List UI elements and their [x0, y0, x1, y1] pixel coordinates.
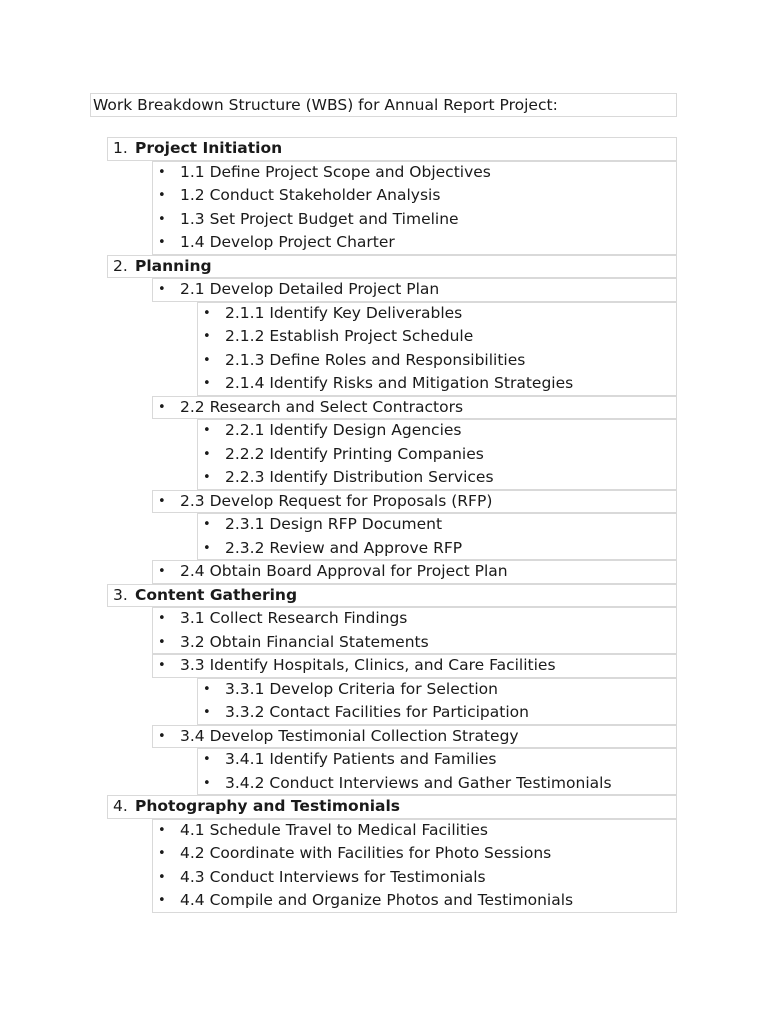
- wbs-item-label: 3.2 Obtain Financial Statements: [180, 632, 429, 651]
- bullet-icon: •: [158, 164, 166, 180]
- wbs-item: [0, 278, 768, 302]
- bullet-icon: •: [158, 846, 166, 861]
- bullet-icon: •: [203, 352, 211, 368]
- wbs-item: [0, 654, 768, 678]
- bullet-icon: •: [158, 728, 166, 744]
- bullet-icon: •: [158, 211, 166, 227]
- bullet-icon: •: [203, 305, 211, 321]
- wbs-subitem-label: 2.3.1 Design RFP Document: [225, 515, 443, 533]
- bullet-icon: •: [203, 446, 211, 462]
- document-title: Work Breakdown Structure (WBS) for Annual Report Project:: [90, 93, 677, 117]
- wbs-item: [0, 396, 768, 420]
- bullet-icon: •: [203, 705, 211, 720]
- section-row-border: [107, 255, 677, 279]
- bullet-icon: •: [203, 517, 211, 532]
- section-row-border: [107, 137, 677, 161]
- wbs-subitem-label: 2.1.3 Define Roles and Responsibilities: [225, 350, 526, 369]
- section-number: 4.: [113, 797, 128, 815]
- wbs-item-label: 3.1 Collect Research Findings: [180, 609, 408, 627]
- wbs-item-label: 1.3 Set Project Budget and Timeline: [180, 209, 459, 228]
- section-title: Photography and Testimonials: [135, 797, 401, 815]
- wbs-item-label: 4.3 Conduct Interviews for Testimonials: [180, 867, 486, 886]
- section-title: Content Gathering: [135, 585, 298, 604]
- bullet-icon: •: [158, 282, 166, 297]
- bullet-icon: •: [158, 399, 166, 415]
- bullet-icon: •: [158, 611, 166, 626]
- wbs-item-label: 2.1 Develop Detailed Project Plan: [180, 280, 440, 298]
- bullet-icon: •: [158, 869, 166, 885]
- bullet-icon: •: [158, 188, 166, 203]
- wbs-subitem-label: 3.4.2 Conduct Interviews and Gather Testimonials: [225, 773, 612, 792]
- wbs-item: [0, 490, 768, 514]
- subitem-group-border: [197, 748, 677, 795]
- section-number: 1.: [113, 139, 128, 157]
- bullet-icon: •: [203, 376, 211, 391]
- item-group-border: [152, 607, 677, 654]
- bullet-icon: •: [203, 775, 211, 791]
- bullet-icon: •: [158, 822, 166, 838]
- section-title: Project Initiation: [135, 139, 283, 157]
- wbs-item-label: 3.3 Identify Hospitals, Clinics, and Care Facilities: [180, 656, 556, 674]
- wbs-subitem-label: 2.2.1 Identify Design Agencies: [225, 421, 462, 439]
- wbs-item-label: 1.4 Develop Project Charter: [180, 233, 395, 251]
- section-row-border: [107, 795, 677, 819]
- bullet-icon: •: [203, 540, 211, 556]
- wbs-item-label: 4.4 Compile and Organize Photos and Testimonials: [180, 891, 574, 909]
- wbs-item-label: 3.4 Develop Testimonial Collection Strategy: [180, 726, 519, 745]
- wbs-item-label: 2.2 Research and Select Contractors: [180, 397, 464, 416]
- bullet-icon: •: [203, 329, 211, 344]
- bullet-icon: •: [203, 681, 211, 697]
- wbs-item-label: 2.3 Develop Request for Proposals (RFP): [180, 491, 493, 510]
- item-group-border: [152, 161, 677, 255]
- wbs-subitem-label: 2.1.1 Identify Key Deliverables: [225, 303, 463, 322]
- wbs-item-label: 1.1 Define Project Scope and Objectives: [180, 162, 491, 181]
- wbs-item-label: 4.1 Schedule Travel to Medical Facilities: [180, 820, 488, 839]
- wbs-subitem-label: 3.3.2 Contact Facilities for Participation: [225, 703, 529, 721]
- item-group-border: [152, 560, 677, 584]
- section-number: 2.: [113, 256, 128, 275]
- wbs-item-label: 2.4 Obtain Board Approval for Project Plan: [180, 562, 508, 580]
- wbs-item: [0, 725, 768, 749]
- bullet-icon: •: [158, 564, 166, 579]
- wbs-subitem-label: 3.4.1 Identify Patients and Families: [225, 750, 497, 768]
- bullet-icon: •: [158, 893, 166, 908]
- bullet-icon: •: [203, 752, 211, 767]
- subitem-group-border: [197, 513, 677, 560]
- wbs-item-label: 4.2 Coordinate with Facilities for Photo Sessions: [180, 844, 552, 862]
- wbs-subitem-label: 2.1.2 Establish Project Schedule: [225, 327, 474, 345]
- wbs-item-label: 1.2 Conduct Stakeholder Analysis: [180, 186, 441, 204]
- subitem-group-border: [197, 302, 677, 396]
- wbs-subitem-label: 3.3.1 Develop Criteria for Selection: [225, 679, 498, 698]
- section-title: Planning: [135, 256, 212, 275]
- bullet-icon: •: [203, 423, 211, 438]
- bullet-icon: •: [158, 634, 166, 650]
- wbs-subitem-label: 2.2.3 Identify Distribution Services: [225, 468, 494, 486]
- bullet-icon: •: [158, 235, 166, 250]
- subitem-group-border: [197, 678, 677, 725]
- item-group-border: [152, 819, 677, 913]
- wbs-subitem-label: 2.2.2 Identify Printing Companies: [225, 444, 484, 463]
- section-row-border: [107, 584, 677, 608]
- bullet-icon: •: [158, 658, 166, 673]
- subitem-group-border: [197, 419, 677, 490]
- bullet-icon: •: [203, 470, 211, 485]
- bullet-icon: •: [158, 493, 166, 509]
- wbs-subitem-label: 2.1.4 Identify Risks and Mitigation Strategies: [225, 374, 574, 392]
- section-number: 3.: [113, 585, 128, 604]
- wbs-subitem-label: 2.3.2 Review and Approve RFP: [225, 538, 463, 557]
